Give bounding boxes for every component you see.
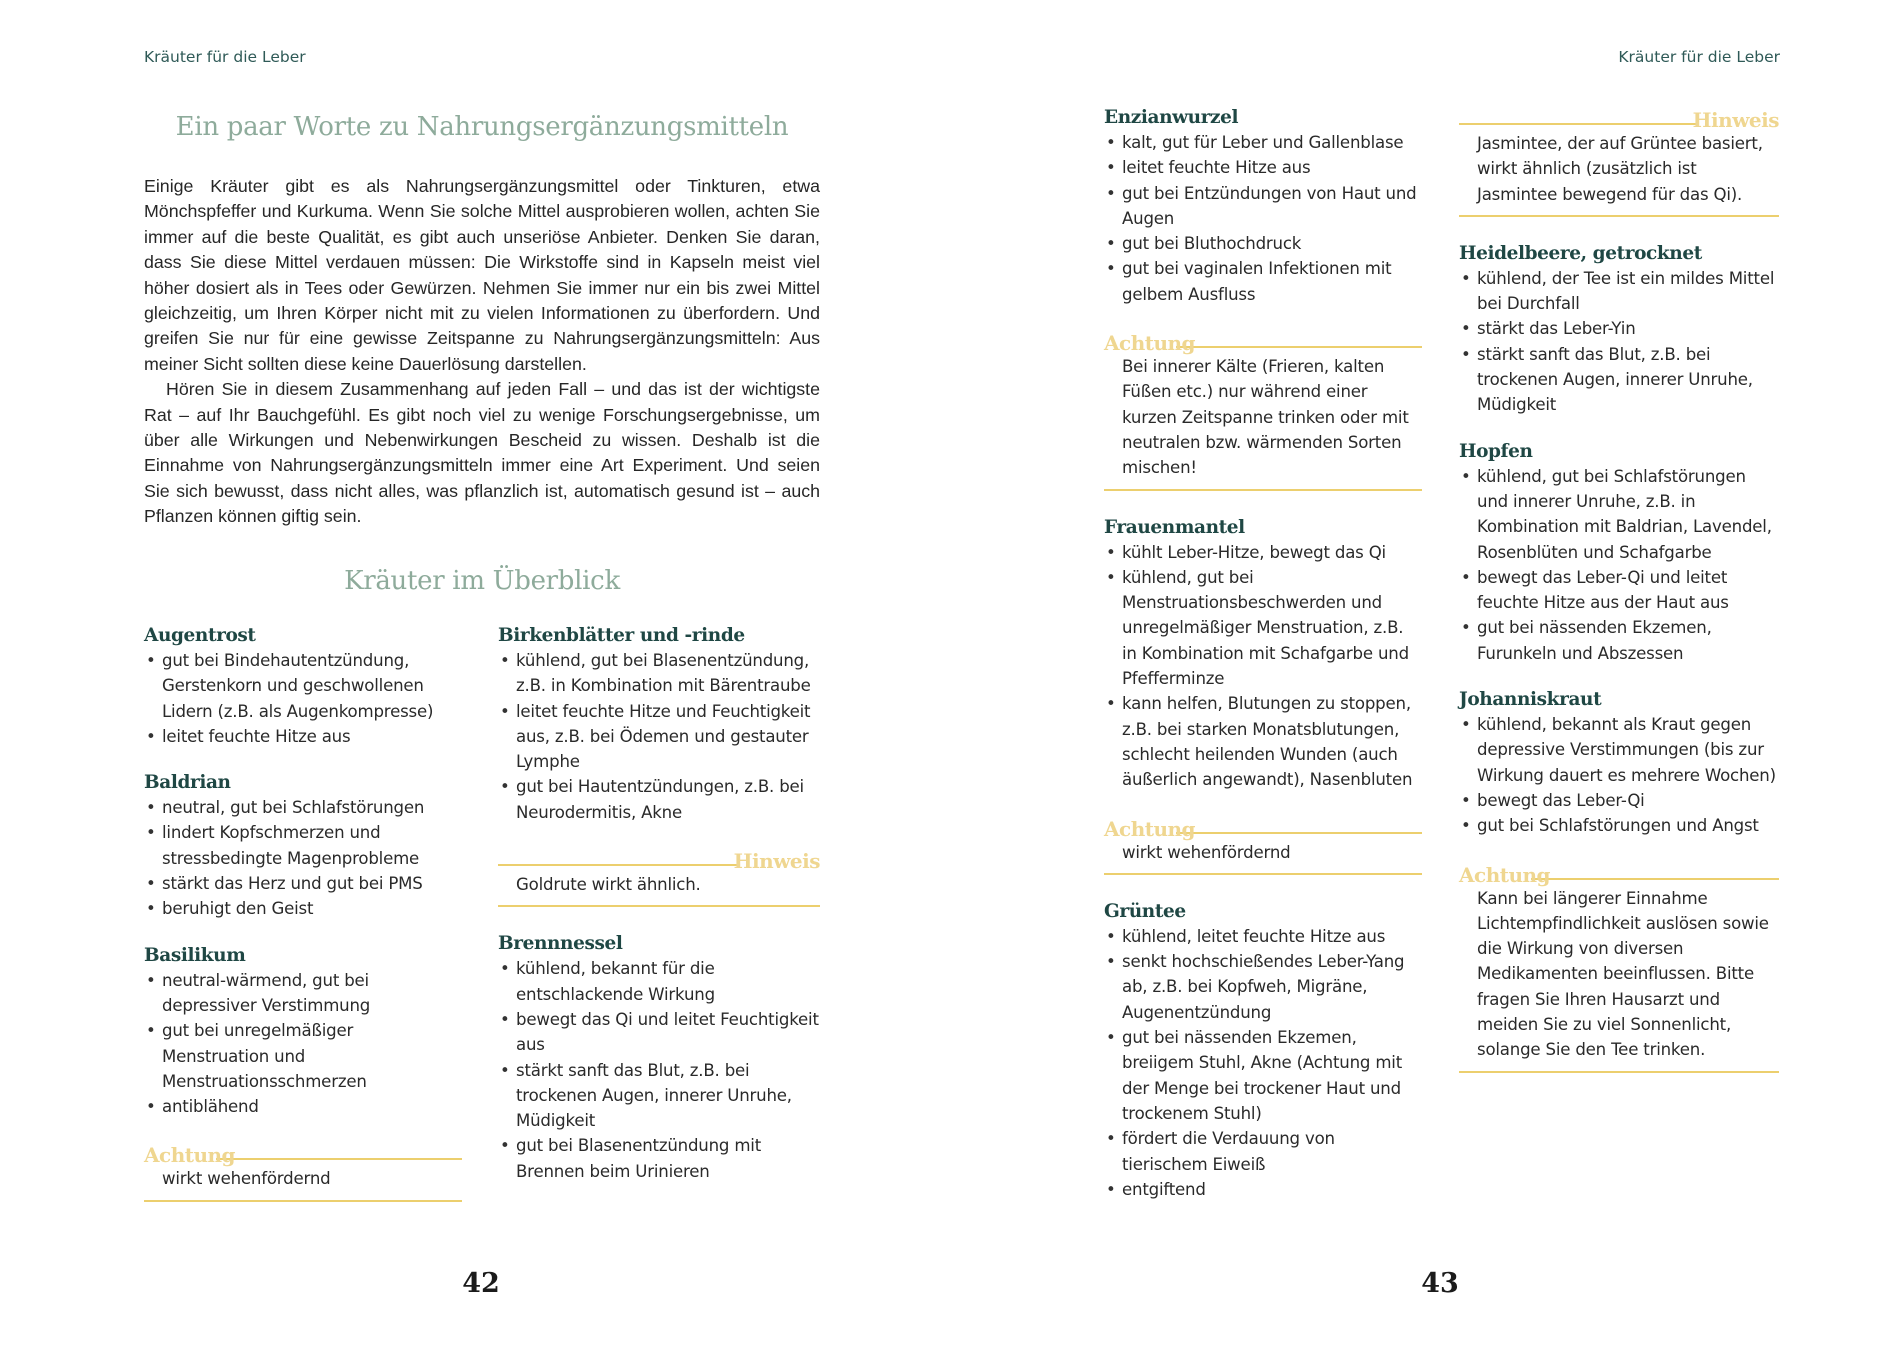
herb-property-list — [144, 648, 462, 749]
herb-name: Baldrian — [144, 772, 231, 794]
page-number: 42 — [462, 1268, 500, 1299]
herb-name: Grüntee — [1104, 900, 1186, 922]
herb-property: • kühlend, gut bei Menstruationsbeschwerden und unregelmäßiger Menstruation, z.B. in Kombination mit Schafgarbe und Pfefferminze — [1104, 565, 1422, 691]
paragraph: Hören Sie in diesem Zusammenhang auf jeden Fall – und das ist der wichtigste Rat – auf Ihr Bauchgefühl. Es gibt noch viel zu wenige Forschungsergebnisse, um über alle Wirkungen und Nebenwirkungen Bescheid zu wissen. Deshalb ist die Einnahme von Nahrungsergänzungsmitteln immer eine Art Experiment. Und seien Sie sich bewusst, dass nicht alles, was pflanzlich ist, automatisch gesund ist – auch Pflanzen können giftig sein. — [144, 379, 820, 527]
herb-column — [144, 623, 462, 1226]
herb-property: • bewegt das Qi und leitet Feuchtigkeit aus — [498, 1007, 820, 1058]
herb-entry — [1459, 241, 1779, 418]
herb-property: • neutral, gut bei Schlafstörungen — [144, 795, 462, 820]
paragraph: Einige Kräuter gibt es als Nahrungsergänzungsmittel oder Tinkturen, etwa Mönchspfeffer und Kurkuma. Wenn Sie solche Mittel ausprobieren wollen, achten Sie immer auf die beste Qualität, es gibt auch unseriöse Anbieter. Denken Sie daran, dass Sie diese Mittel verdauen müssen: Die Wirkstoffe sind in Kapseln meist viel höher dosiert als in Tees oder Gewürzen. Nehmen Sie immer nur ein bis zwei Mittel gleichzeitig, um Ihren Körper nicht mit zu vielen Informationen zu überfordern. Und greifen Sie nur für eine gewisse Zeitspanne zu Nahrungsergänzungsmitteln: Aus meiner Sicht sollten diese keine Dauerlösung darstellen. — [144, 176, 820, 374]
herb-property-list — [144, 795, 462, 921]
herb-property: • senkt hochschießendes Leber-Yang ab, z.B. bei Kopfweh, Migräne, Augenentzündung — [1104, 949, 1422, 1025]
herb-name: Hopfen — [1459, 440, 1533, 462]
herb-property: • neutral-wärmend, gut bei depressiver Verstimmung — [144, 968, 462, 1019]
warning-box — [1104, 328, 1422, 490]
herb-property: • kühlend, gut bei Schlafstörungen und innerer Unruhe, z.B. in Kombination mit Baldrian, Lavendel, Rosenblüten und Schafgarbe — [1459, 464, 1779, 565]
callout-header — [498, 846, 820, 874]
herb-property: • kühlend, bekannt als Kraut gegen depressive Verstimmungen (bis zur Wirkung dauert es mehrere Wochen) — [1459, 712, 1779, 788]
warning-box — [144, 1140, 462, 1201]
herb-entry — [1104, 899, 1422, 1202]
herb-name: Enzianwurzel — [1104, 107, 1239, 128]
herb-entry — [1459, 687, 1779, 838]
herb-entry — [1104, 105, 1422, 307]
section-title: Ein paar Worte zu Nahrungsergänzungsmitteln — [175, 112, 789, 142]
callout-rule — [1459, 1071, 1779, 1073]
hint-box — [1459, 105, 1779, 217]
callout-label: Hinweis — [1692, 108, 1779, 132]
herb-name: Heidelbeere, getrocknet — [1459, 242, 1702, 264]
callout-rule — [1176, 832, 1422, 834]
overview-title: Kräuter im Überblick — [344, 566, 620, 596]
callout-text: Goldrute wirkt ähnlich. — [516, 875, 701, 895]
callout-header — [1104, 814, 1422, 841]
herb-property: • gut bei Blasenentzündung mit Brennen beim Urinieren — [498, 1133, 820, 1184]
callout-rule — [1104, 873, 1422, 875]
callout-label: Hinweis — [733, 849, 820, 874]
callout-text: wirkt wehenfördernd — [162, 1169, 331, 1189]
hint-box — [498, 846, 820, 907]
herb-property: • kühlend, der Tee ist ein mildes Mittel bei Durchfall — [1459, 266, 1779, 317]
herb-entry — [498, 931, 820, 1184]
herb-property: • leitet feuchte Hitze aus — [144, 724, 462, 749]
herb-property: • kühlend, bekannt für die entschlackende Wirkung — [498, 956, 820, 1007]
herb-property: • gut bei Entzündungen von Haut und Augen — [1104, 181, 1422, 232]
callout-text: Kann bei längerer Einnahme Lichtempfindlichkeit auslösen sowie die Wirkung von diversen Medikamenten beeinflussen. Bitte fragen Sie Ihren Hausarzt und meiden Sie zu viel Sonnenlicht, solange Sie den Tee trinken. — [1477, 888, 1769, 1060]
herb-property: • kühlend, leitet feuchte Hitze aus — [1104, 924, 1422, 949]
warning-box — [1104, 814, 1422, 875]
herb-property: • kühlt Leber-Hitze, bewegt das Qi — [1104, 540, 1422, 565]
callout-label: Achtung — [144, 1143, 236, 1168]
herb-property: • bewegt das Leber-Qi und leitet feuchte Hitze aus der Haut aus — [1459, 565, 1779, 616]
page-number: 43 — [1421, 1268, 1459, 1299]
herb-property: • kalt, gut für Leber und Gallenblase — [1104, 130, 1422, 155]
callout-rule — [1176, 346, 1422, 348]
herb-property: • beruhigt den Geist — [144, 896, 462, 921]
callout-label: Achtung — [1459, 862, 1551, 887]
warning-box — [1459, 860, 1779, 1073]
callout-header — [1104, 328, 1422, 356]
herb-property: • entgiftend — [1104, 1177, 1422, 1202]
herb-property: • fördert die Verdauung von tierischem Eiweiß — [1104, 1126, 1422, 1177]
callout-header — [1459, 860, 1779, 887]
herb-name: Johanniskraut — [1459, 689, 1602, 711]
herb-property: • gut bei Bluthochdruck — [1104, 231, 1422, 256]
herb-name: Augentrost — [144, 625, 256, 646]
herb-property: • gut bei Bindehautentzündung, Gerstenkorn und geschwollenen Lidern (z.B. als Augenkompresse) — [144, 648, 462, 724]
herb-name: Basilikum — [144, 944, 246, 966]
herb-entry — [498, 623, 820, 825]
running-header: Kräuter für die Leber — [144, 48, 306, 66]
herb-property: • leitet feuchte Hitze aus — [1104, 155, 1422, 180]
herb-property: • bewegt das Leber-Qi — [1459, 788, 1779, 813]
callout-text: Jasmintee, der auf Grüntee basiert, wirkt ähnlich (zusätzlich ist Jasmintee bewegend für das Qi). — [1477, 134, 1763, 204]
callout-header — [144, 1140, 462, 1168]
herb-property: • stärkt sanft das Blut, z.B. bei trockenen Augen, innerer Unruhe, Müdigkeit — [498, 1058, 820, 1134]
herb-column — [498, 623, 820, 1205]
herb-property: • stärkt das Herz und gut bei PMS — [144, 871, 462, 896]
callout-rule — [498, 864, 740, 866]
herb-column — [1459, 105, 1779, 1097]
herb-property: • stärkt das Leber-Yin — [1459, 316, 1779, 341]
herb-property-list — [144, 968, 462, 1120]
herb-property: • gut bei vaginalen Infektionen mit gelbem Ausfluss — [1104, 256, 1422, 307]
herb-property: • gut bei unregelmäßiger Menstruation und Menstruationsschmerzen — [144, 1018, 462, 1094]
herb-property-list — [1104, 540, 1422, 793]
herb-property-list — [1459, 464, 1779, 666]
callout-text: Bei innerer Kälte (Frieren, kalten Füßen etc.) nur während einer kurzen Zeitspanne trinken oder mit neutralen bzw. wärmenden Sorten mischen! — [1122, 357, 1409, 478]
herb-property-list — [1459, 266, 1779, 418]
callout-text: wirkt wehenfördernd — [1122, 842, 1291, 862]
herb-property: • stärkt sanft das Blut, z.B. bei trockenen Augen, innerer Unruhe, Müdigkeit — [1459, 342, 1779, 418]
callout-rule — [1104, 489, 1422, 491]
herb-entry — [1459, 439, 1779, 666]
herb-property: • kann helfen, Blutungen zu stoppen, z.B. bei starken Monatsblutungen, schlecht heilenden Wunden (auch äußerlich angewandt), Nasenbluten — [1104, 691, 1422, 792]
herb-property: • gut bei Hautentzündungen, z.B. bei Neurodermitis, Akne — [498, 774, 820, 825]
running-header: Kräuter für die Leber — [1618, 48, 1780, 66]
callout-label: Achtung — [1104, 331, 1196, 356]
herb-property-list — [498, 648, 820, 825]
herb-column — [1104, 105, 1422, 1223]
herb-entry — [144, 623, 462, 749]
callout-rule — [216, 1158, 462, 1160]
herb-entry — [144, 943, 462, 1120]
herb-property-list — [1459, 712, 1779, 838]
herb-entry — [144, 770, 462, 921]
herb-property: • kühlend, gut bei Blasenentzündung, z.B. in Kombination mit Bärentraube — [498, 648, 820, 699]
callout-header — [1459, 105, 1779, 132]
herb-property: • gut bei Schlafstörungen und Angst — [1459, 813, 1779, 838]
callout-rule — [498, 905, 820, 907]
herb-property: • lindert Kopfschmerzen und stressbedingte Magenprobleme — [144, 820, 462, 871]
herb-property-list — [498, 956, 820, 1184]
herb-property: • antiblähend — [144, 1094, 462, 1119]
body-text — [144, 174, 820, 530]
herb-entry — [1104, 515, 1422, 793]
herb-property: • gut bei nässenden Ekzemen, breiigem Stuhl, Akne (Achtung mit der Menge bei trockener Haut und trockenem Stuhl) — [1104, 1025, 1422, 1126]
callout-rule — [1459, 123, 1699, 125]
callout-label: Achtung — [1104, 816, 1196, 841]
herb-property: • leitet feuchte Hitze und Feuchtigkeit aus, z.B. bei Ödemen und gestauter Lymphe — [498, 699, 820, 775]
herb-name: Brennnessel — [498, 933, 623, 955]
herb-property-list — [1104, 924, 1422, 1202]
callout-rule — [144, 1200, 462, 1202]
herb-property: • gut bei nässenden Ekzemen, Furunkeln und Abszessen — [1459, 615, 1779, 666]
herb-name: Frauenmantel — [1104, 516, 1245, 538]
callout-rule — [1459, 215, 1779, 217]
herb-name: Birkenblätter und -rinde — [498, 625, 745, 646]
herb-property-list — [1104, 130, 1422, 307]
callout-rule — [1531, 878, 1779, 880]
